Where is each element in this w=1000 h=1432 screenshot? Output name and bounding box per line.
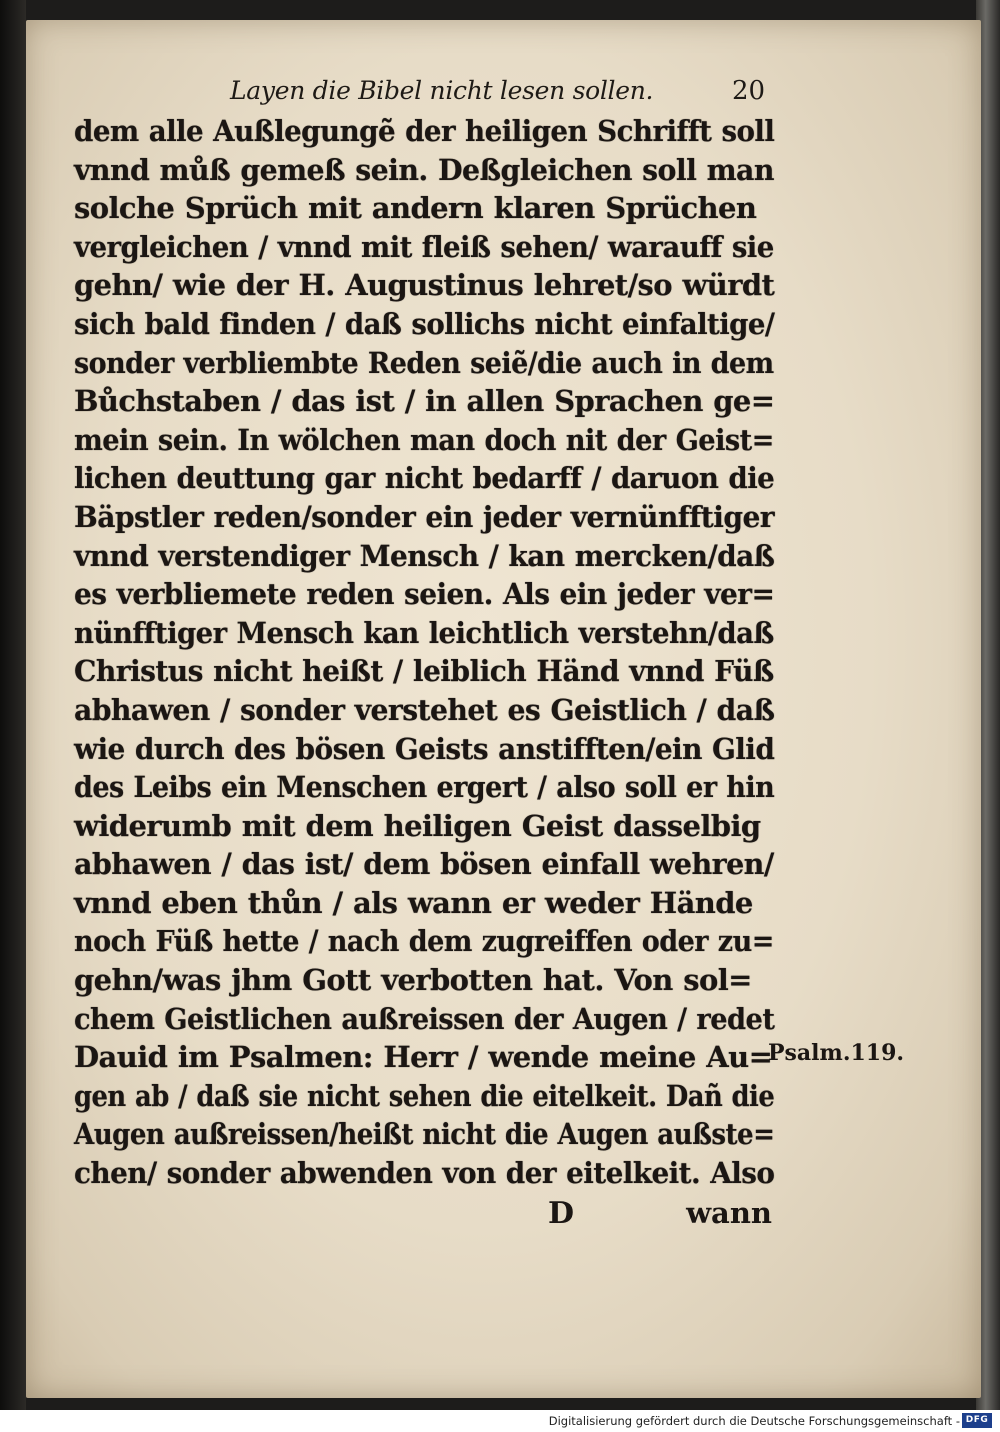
text-line: chen/ sonder abwenden von der eitelkeit. Also (74, 1156, 775, 1191)
text-line: abhawen / sonder verstehet es Geistlich / daß (74, 692, 775, 727)
text-line: gehn/was jhm Gott verbotten hat. Von sol= (74, 963, 752, 998)
text-line: wie durch des bösen Geists anstifften/ein Glid (74, 731, 775, 766)
text-line: Bůchstaben / das ist / in allen Sprachen ge= (74, 384, 775, 419)
catchword: wann (686, 1196, 772, 1230)
page-number: 20 (732, 76, 766, 106)
text-line: sonder verbliembte Reden seiẽ/die auch in dem (74, 345, 774, 380)
text-line: Dauid im Psalmen: Herr / wende meine Au= (74, 1040, 773, 1075)
text-line: vnnd verstendiger Mensch / kan mercken/daß (74, 538, 775, 573)
text-line: lichen deuttung gar nicht bedarff / daruon die (74, 461, 775, 496)
text-line: chem Geistlichen außreissen der Augen / redet (74, 1001, 775, 1036)
running-title: Layen die Bibel nicht lesen sollen. (230, 76, 654, 105)
text-line: vergleichen / vnnd mit fleiß sehen/ warauff sie (74, 229, 774, 264)
dfg-logo-icon: DFG (962, 1413, 992, 1428)
footer-credit: Digitalisierung gefördert durch die Deutsche Forschungsgemeinschaft - (548, 1414, 960, 1428)
text-line: mein sein. In wölchen man doch nit der Geist= (74, 422, 774, 457)
text-line: abhawen / das ist/ dem bösen einfall wehren/ (74, 847, 774, 882)
text-line: vnnd můß gemeß sein. Deßgleichen soll man (74, 152, 774, 187)
text-line: des Leibs ein Menschen ergert / also soll er hin (74, 770, 775, 805)
text-line: dem alle Außlegungẽ der heiligen Schrifft soll (74, 114, 775, 148)
text-line: gehn/ wie der H. Augustinus lehret/so würdt (74, 268, 775, 303)
text-line: vnnd eben thůn / als wann er weder Hände (74, 885, 753, 920)
text-line: nünfftiger Mensch kan leichtlich verstehn/daß (74, 615, 774, 650)
body-text (74, 112, 774, 1193)
text-line: es verbliemete reden seien. Als ein jeder ver= (74, 577, 775, 612)
text-line: widerumb mit dem heiligen Geist dasselbig (74, 808, 761, 843)
text-line: Christus nicht heißt / leiblich Händ vnnd Füß (74, 654, 774, 689)
text-line: sich bald finden / daß sollichs nicht einfaltige/ (74, 306, 775, 341)
text-line: Bäpstler reden/sonder ein jeder vernünfftiger (74, 499, 775, 534)
marginal-note: Psalm.119. (768, 1040, 905, 1066)
signature-mark: D (548, 1196, 575, 1231)
text-line: noch Füß hette / nach dem zugreiffen oder zu= (74, 924, 774, 959)
text-line: Augen außreissen/heißt nicht die Augen außste= (74, 1117, 775, 1152)
text-line: solche Sprüch mit andern klaren Sprüchen (74, 191, 757, 226)
book-edge-left (0, 0, 26, 1410)
text-line: gen ab / daß sie nicht sehen die eitelkeit. Dañ die (74, 1078, 775, 1113)
